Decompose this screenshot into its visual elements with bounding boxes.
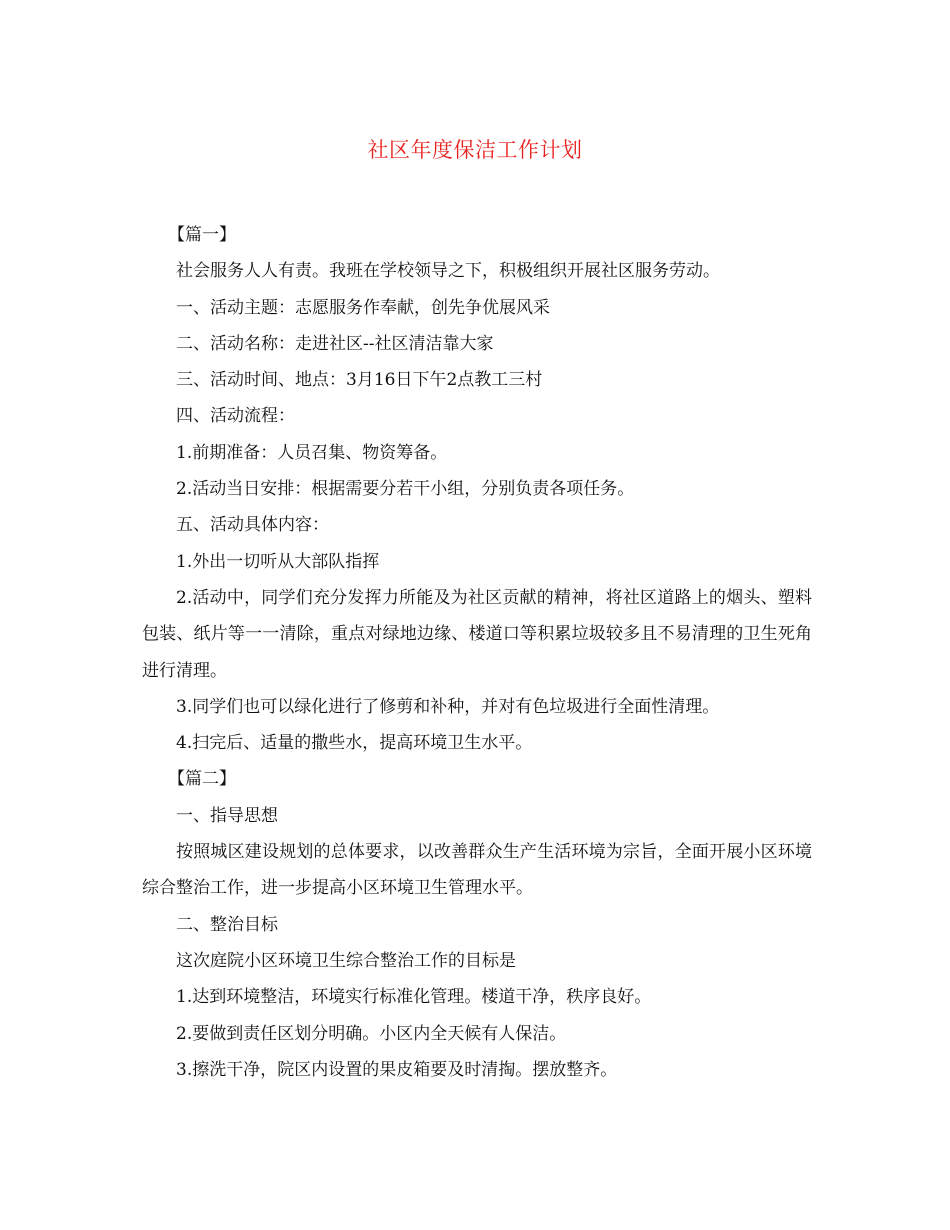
paragraph: 1.前期准备：人员召集、物资筹备。 [176,442,448,463]
paragraph: 社会服务人人有责。我班在学校领导之下，积极组织开展社区服务劳动。 [176,261,720,282]
paragraph: 3.擦洗干净，院区内设置的果皮箱要及时清掏。摆放整齐。 [176,1059,618,1080]
document-body [142,217,812,1088]
document-title: 社区年度保洁工作计划 [367,138,583,162]
paragraph: 2.要做到责任区划分明确。小区内全天候有人保洁。 [176,1023,567,1044]
paragraph: 二、整治目标 [176,914,278,935]
paragraph: 2.活动当日安排：根据需要分若干小组，分别负责各项任务。 [176,479,635,500]
paragraph: 这次庭院小区环境卫生综合整治工作的目标是 [176,950,516,971]
paragraph: 四、活动流程： [176,406,295,427]
paragraph: 3.同学们也可以绿化进行了修剪和补种，并对有色垃圾进行全面性清理。 [176,696,720,717]
section-heading-1: 【篇一】 [168,225,236,245]
paragraph: 按照城区建设规划的总体要求，以改善群众生产生活环境为宗旨，全面开展小区环境综合整治工作，进一步提高小区环境卫生管理水平。 [142,842,812,899]
paragraph: 1.达到环境整洁，环境实行标准化管理。楼道干净，秩序良好。 [176,987,652,1008]
paragraph: 一、活动主题：志愿服务作奉献，创先争优展风采 [176,297,550,318]
paragraph: 2.活动中，同学们充分发挥力所能及为社区贡献的精神，将社区道路上的烟头、塑料包装、纸片等一一清除，重点对绿地边缘、楼道口等积累垃圾较多且不易清理的卫生死角进行清理。 [142,587,812,681]
paragraph: 三、活动时间、地点：3月16日下午2点教工三村 [176,370,543,391]
section-heading-2: 【篇二】 [168,769,236,790]
paragraph: 4.扫完后、适量的撒些水，提高环境卫生水平。 [176,733,533,754]
paragraph: 一、指导思想 [176,805,278,826]
paragraph: 1.外出一切听从大部队指挥 [176,551,380,572]
paragraph: 五、活动具体内容： [176,515,329,536]
paragraph: 二、活动名称：走进社区--社区清洁靠大家 [176,333,494,354]
